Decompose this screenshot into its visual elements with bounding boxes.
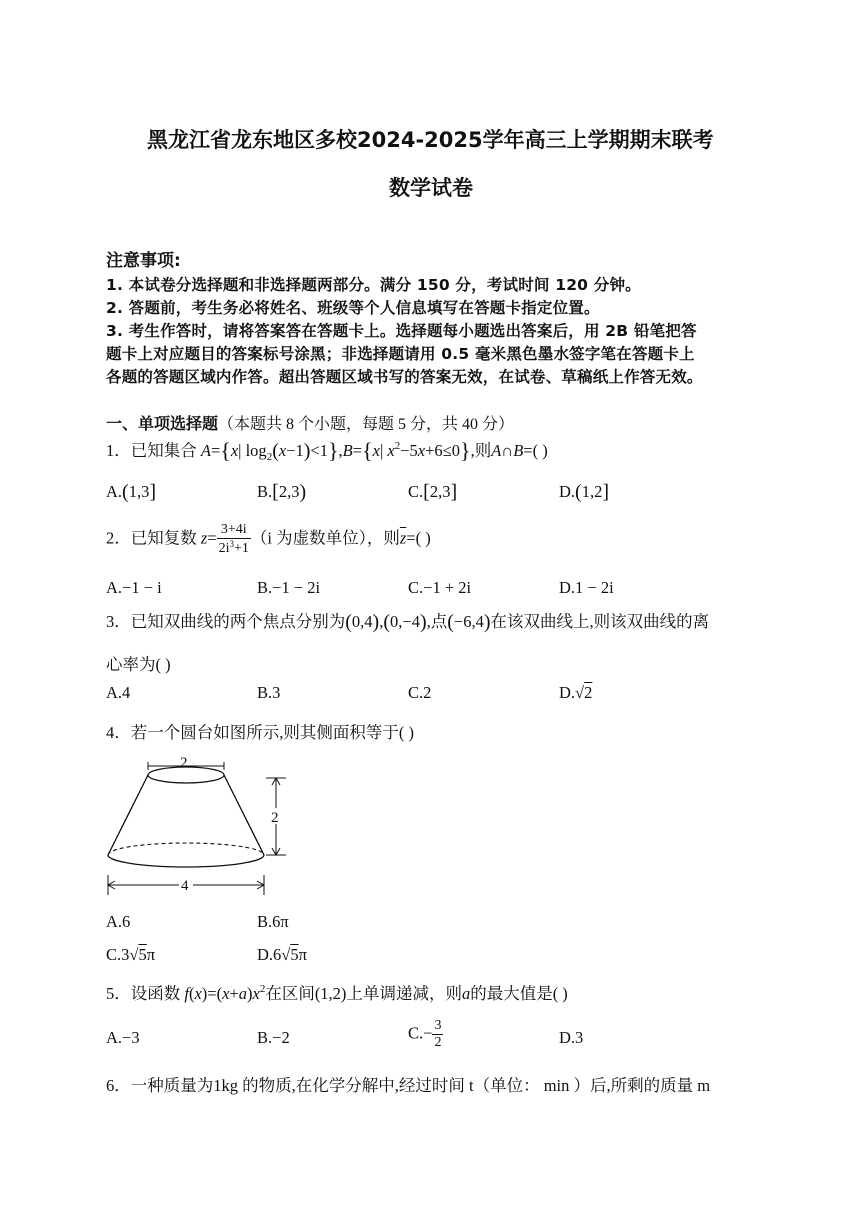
notice-heading: 注意事项: [106, 251, 181, 271]
frustum-bottom-front [108, 855, 264, 867]
question-2: 2．已知复数 z= $\frac{3+4i}{2i^3+1}$ （i 为虚数单位），则$\overline{z}=$( ) [106, 522, 431, 557]
question-4: 4．若一个圆台如图所示,则其侧面积等于( ) [106, 723, 414, 742]
q4-option-d[interactable]: D.6√5π [257, 945, 307, 964]
q2-option-d[interactable]: D.1 − 2i [559, 578, 614, 597]
q4-option-a[interactable]: A.6 [106, 912, 131, 931]
q1-option-c[interactable]: C.[2,3] [408, 481, 458, 503]
q2-option-c[interactable]: C.−1 + 2i [408, 578, 472, 597]
height-label: 2 [271, 810, 279, 826]
section-title: 一、单项选择题 [106, 414, 219, 433]
bottom-label: 4 [181, 878, 189, 894]
question-6: 6．一种质量为1kg 的物质,在化学分解中,经过时间 t（单位： min ）后,所剩的质量 m [106, 1076, 711, 1095]
notice-item-3-cont: 题卡上对应题目的答案标号涂黑；非选择题请用 0.5 毫米黑色墨水签字笔在答题卡上 [106, 345, 695, 363]
question-3-cont: 心率为( ) [106, 655, 171, 674]
frustum-figure [98, 748, 298, 900]
notice-item-1: 1. 本试卷分选择题和非选择题两部分。满分 150 分，考试时间 120 分钟。 [106, 276, 641, 294]
q5-option-b[interactable]: B.−2 [257, 1028, 290, 1047]
q3-option-a[interactable]: A.4 [106, 683, 131, 702]
exam-title: 黑龙江省龙东地区多校2024-2025学年高三上学期期末联考 [147, 128, 714, 152]
q2-option-b[interactable]: B.−1 − 2i [257, 578, 321, 597]
q1-option-a[interactable]: A.(1,3] [106, 481, 157, 503]
top-label: 2 [180, 755, 188, 771]
question-5: 5．设函数 $f(x)=(x+a)x^2$在区间(1,2)上单调递减，则a的最大值是( ) [106, 983, 568, 1003]
section-note: （本题共 8 个小题，每题 5 分，共 40 分） [218, 416, 515, 433]
section-heading [106, 411, 514, 434]
exam-subtitle: 数学试卷 [389, 176, 473, 200]
q5-option-a[interactable]: A.−3 [106, 1028, 140, 1047]
q3-option-b[interactable]: B.3 [257, 683, 281, 702]
notice-item-3: 3. 考生作答时，请将答案答在答题卡上。选择题每小题选出答案后，用 2B 铅笔把答 [106, 322, 697, 340]
q5-option-c[interactable]: C.− $\frac{3}{2}$ [408, 1018, 442, 1051]
frustum-right-side [224, 775, 264, 855]
q4-option-c[interactable]: C.3√5π [106, 945, 156, 964]
frustum-bottom-back [108, 843, 264, 855]
q1-option-d[interactable]: D.(1,2] [559, 481, 610, 503]
q5-option-d[interactable]: D.3 [559, 1028, 584, 1047]
q4-option-b[interactable]: B.6π [257, 912, 289, 931]
notice-item-2: 2. 答题前，考生务必将姓名、班级等个人信息填写在答题卡指定位置。 [106, 299, 600, 317]
frustum-left-side [108, 775, 148, 855]
q3-option-d[interactable]: D.√2 [559, 683, 593, 702]
question-3: 3．已知双曲线的两个焦点分别为(0,4),(0,−4),点(−6,4)在该双曲线上,则该双曲线的离 [106, 611, 710, 633]
q1-option-b[interactable]: B.[2,3) [257, 481, 307, 503]
question-1: 1．已知集合 A={x| $\log_2(x-1)<1\},B=\{x|$ $x^2-5x+6\le 0$},则A∩B=( ) [106, 438, 548, 463]
q2-option-a[interactable]: A.−1 − i [106, 578, 162, 597]
notice-item-3-end: 各题的答题区域内作答。超出答题区域书写的答案无效，在试卷、草稿纸上作答无效。 [106, 368, 703, 386]
q3-option-c[interactable]: C.2 [408, 683, 432, 702]
